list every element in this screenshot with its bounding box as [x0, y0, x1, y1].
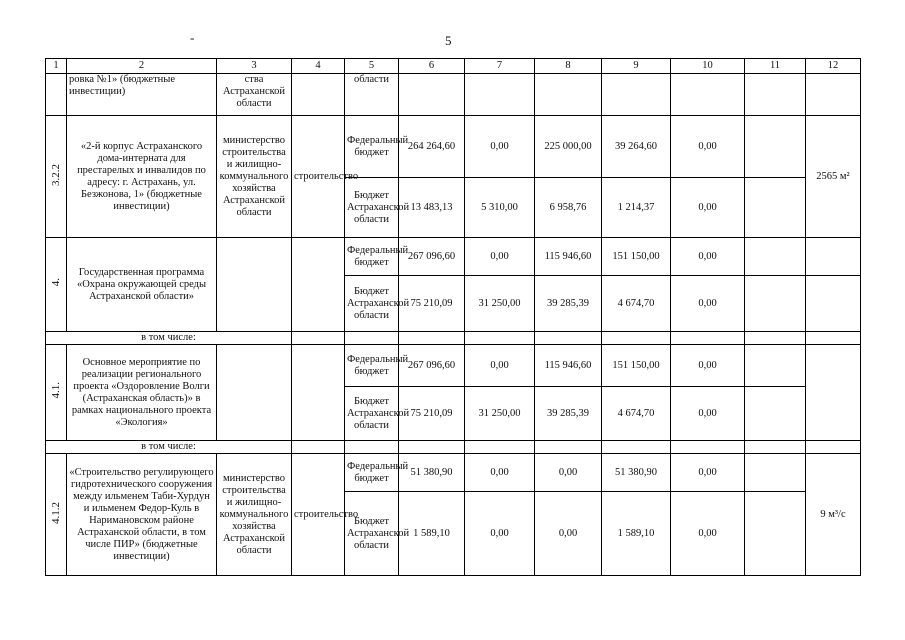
- source-cell: Бюджет Астраханской области: [345, 492, 399, 576]
- table-row: [46, 116, 861, 178]
- col-header: 9: [602, 59, 671, 74]
- value-cell: 0,00: [465, 345, 535, 387]
- value-cell: 1 589,10: [399, 492, 465, 576]
- source-cell: Федеральный бюджет: [345, 238, 399, 276]
- col-header: 5: [345, 59, 399, 74]
- value-cell: [745, 345, 806, 387]
- executor-cell: министерство строительства и жилищно-коммунального хозяйства Астраханской области: [217, 116, 292, 238]
- value-cell: 75 210,09: [399, 276, 465, 332]
- row-number-cell: 4.1.: [46, 345, 67, 441]
- col-header: 4: [292, 59, 345, 74]
- value-cell: 0,00: [671, 492, 745, 576]
- row-number-cell: 4.: [46, 238, 67, 332]
- value-cell: 0,00: [671, 387, 745, 441]
- value-cell: [806, 332, 861, 345]
- col-header: 6: [399, 59, 465, 74]
- value-cell: [602, 74, 671, 116]
- value-cell: 39 285,39: [535, 276, 602, 332]
- value-cell: [806, 441, 861, 454]
- type-cell: строительство: [292, 116, 345, 238]
- value-cell: 0,00: [465, 116, 535, 178]
- value-cell: 0,00: [465, 492, 535, 576]
- value-cell: 51 380,90: [602, 454, 671, 492]
- executor-cell: ства Астраханской области: [217, 74, 292, 116]
- value-cell: [602, 441, 671, 454]
- subtotal-label: в том числе:: [46, 441, 292, 454]
- value-cell: [465, 74, 535, 116]
- value-cell: [745, 332, 806, 345]
- subtotal-label: в том числе:: [46, 332, 292, 345]
- value-cell: [745, 74, 806, 116]
- value-cell: [745, 492, 806, 576]
- item-name-cell: Государственная программа «Охрана окружающей среды Астраханской области»: [67, 238, 217, 332]
- value-cell: 5 310,00: [465, 178, 535, 238]
- row-number-cell: 4.1.2: [46, 454, 67, 576]
- type-cell: [292, 74, 345, 116]
- value-cell: [399, 74, 465, 116]
- value-cell: [745, 387, 806, 441]
- executor-cell: [217, 345, 292, 441]
- source-cell: области: [345, 74, 399, 116]
- value-cell: [745, 116, 806, 178]
- value-cell: 0,00: [671, 345, 745, 387]
- col-header: 3: [217, 59, 292, 74]
- value-cell: [535, 332, 602, 345]
- column-number-row: [46, 59, 861, 74]
- source-cell: Бюджет Астраханской области: [345, 387, 399, 441]
- value-cell: [806, 345, 861, 441]
- value-cell: 0,00: [671, 276, 745, 332]
- value-cell: 31 250,00: [465, 387, 535, 441]
- row-number-cell: [46, 74, 67, 116]
- value-cell: [745, 454, 806, 492]
- value-cell: 0,00: [465, 238, 535, 276]
- value-cell: [465, 441, 535, 454]
- value-cell: 0,00: [465, 454, 535, 492]
- value-cell: 6 958,76: [535, 178, 602, 238]
- page-number: 5: [445, 33, 452, 48]
- value-cell: 4 674,70: [602, 276, 671, 332]
- value-cell: [292, 332, 345, 345]
- value-cell: [671, 332, 745, 345]
- item-name-cell: «2-й корпус Астраханского дома-интерната для престарелых и инвалидов по адресу: г. Астрахань, ул. Безжонова, 1» (бюджетные инвестиции): [67, 116, 217, 238]
- value-cell: [399, 332, 465, 345]
- item-name-cell: ровка №1» (бюджетные инвестиции): [67, 74, 217, 116]
- value-cell: 39 264,60: [602, 116, 671, 178]
- value-cell: 4 674,70: [602, 387, 671, 441]
- table-row: [46, 74, 861, 116]
- col-header: 1: [46, 59, 67, 74]
- value-cell: [602, 332, 671, 345]
- budget-table: [45, 58, 861, 576]
- value-cell: 0,00: [671, 238, 745, 276]
- value-cell: 0,00: [671, 454, 745, 492]
- value-cell: 151 150,00: [602, 238, 671, 276]
- header-dash-mark: -: [190, 30, 195, 45]
- value-cell: [399, 441, 465, 454]
- value-cell: 0,00: [671, 116, 745, 178]
- value-cell: 0,00: [535, 492, 602, 576]
- value-cell: [745, 238, 806, 276]
- value-cell: [806, 276, 861, 332]
- item-name-cell: «Строительство регулирующего гидротехнического сооружения между ильменем Таби-Хурдун и ильменем Федор-Куль в Наримановском районе Астраханской области, в том числе ПИР» (бюджетные инвестиции): [67, 454, 217, 576]
- table-row: [46, 332, 861, 345]
- value-cell: 264 264,60: [399, 116, 465, 178]
- value-cell: [806, 238, 861, 276]
- col-header: 8: [535, 59, 602, 74]
- value-cell: 0,00: [671, 178, 745, 238]
- value-cell: [465, 332, 535, 345]
- value-cell: [345, 332, 399, 345]
- value-cell: 75 210,09: [399, 387, 465, 441]
- source-cell: Федеральный бюджет: [345, 454, 399, 492]
- value-cell: [535, 441, 602, 454]
- table-row: [46, 345, 861, 387]
- value-cell: [345, 441, 399, 454]
- capacity-cell: 2565 м²: [806, 116, 861, 238]
- value-cell: [535, 74, 602, 116]
- table-row: [46, 441, 861, 454]
- value-cell: 39 285,39: [535, 387, 602, 441]
- col-header: 10: [671, 59, 745, 74]
- col-header: 11: [745, 59, 806, 74]
- value-cell: 267 096,60: [399, 345, 465, 387]
- value-cell: [745, 276, 806, 332]
- value-cell: 31 250,00: [465, 276, 535, 332]
- item-name-cell: Основное мероприятие по реализации регионального проекта «Оздоровление Волги (Астраханская область)» в рамках национального проекта «Экология»: [67, 345, 217, 441]
- value-cell: 225 000,00: [535, 116, 602, 178]
- source-cell: Федеральный бюджет: [345, 116, 399, 178]
- source-cell: Федеральный бюджет: [345, 345, 399, 387]
- value-cell: [745, 441, 806, 454]
- value-cell: [671, 441, 745, 454]
- col-header: 2: [67, 59, 217, 74]
- col-header: 12: [806, 59, 861, 74]
- col-header: 7: [465, 59, 535, 74]
- value-cell: 13 483,13: [399, 178, 465, 238]
- value-cell: 0,00: [535, 454, 602, 492]
- value-cell: 115 946,60: [535, 345, 602, 387]
- value-cell: 1 214,37: [602, 178, 671, 238]
- value-cell: 267 096,60: [399, 238, 465, 276]
- value-cell: [292, 441, 345, 454]
- value-cell: 151 150,00: [602, 345, 671, 387]
- table-row: [46, 238, 861, 276]
- capacity-cell: 9 м³/с: [806, 454, 861, 576]
- executor-cell: министерство строительства и жилищно-коммунального хозяйства Астраханской области: [217, 454, 292, 576]
- value-cell: [806, 74, 861, 116]
- type-cell: строительство: [292, 454, 345, 576]
- value-cell: 1 589,10: [602, 492, 671, 576]
- row-number-cell: 3.2.2: [46, 116, 67, 238]
- value-cell: [745, 178, 806, 238]
- source-cell: Бюджет Астраханской области: [345, 178, 399, 238]
- source-cell: Бюджет Астраханской области: [345, 276, 399, 332]
- type-cell: [292, 238, 345, 332]
- type-cell: [292, 345, 345, 441]
- value-cell: 115 946,60: [535, 238, 602, 276]
- executor-cell: [217, 238, 292, 332]
- table-row: [46, 454, 861, 492]
- value-cell: 51 380,90: [399, 454, 465, 492]
- value-cell: [671, 74, 745, 116]
